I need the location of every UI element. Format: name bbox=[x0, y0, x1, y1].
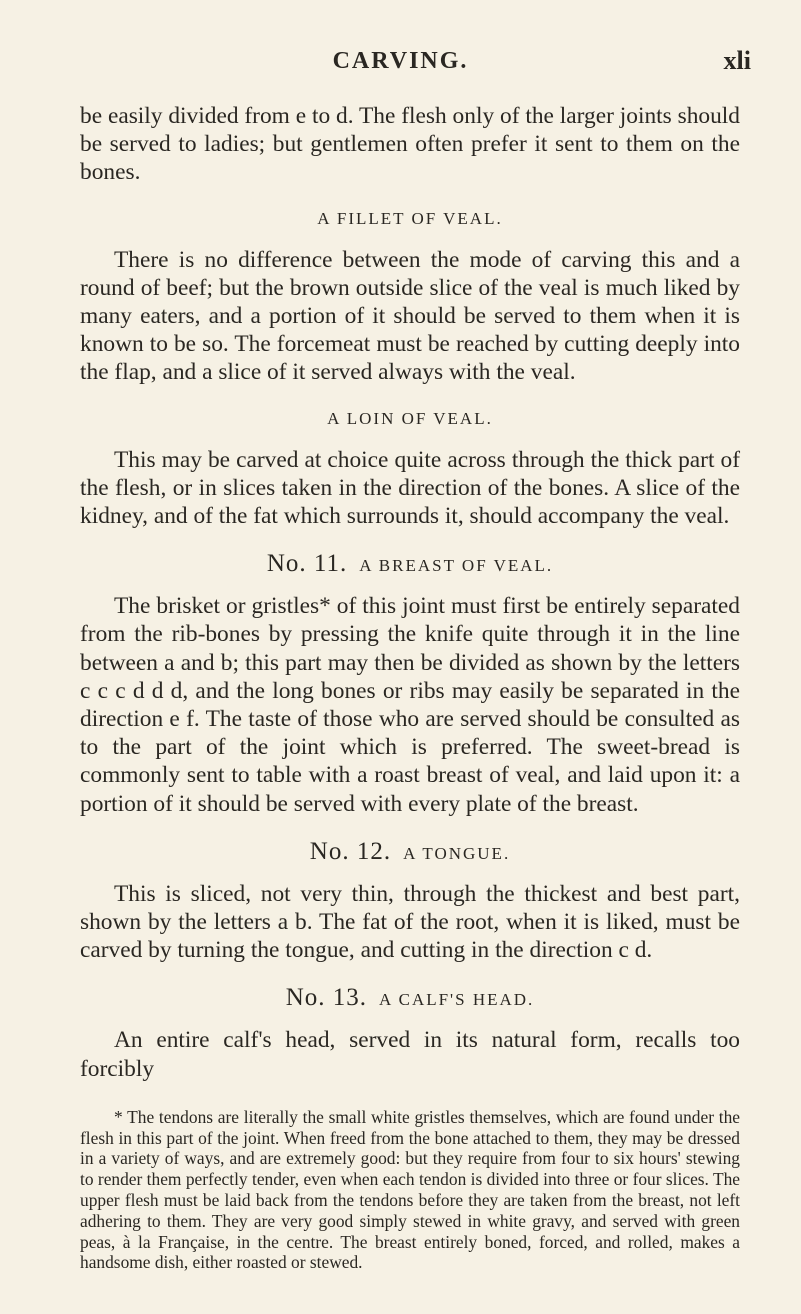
paragraph-intro: be easily divided from e to d. The flesh only of the larger joints should be served to ladies; but gentlemen often prefer it sent to them on the bones. bbox=[80, 103, 740, 186]
heading-title: A CALF'S HEAD. bbox=[379, 990, 535, 1010]
page-body bbox=[80, 102, 740, 1273]
heading-number: No. 13. bbox=[285, 984, 368, 1012]
heading-loin-of-veal: A LOIN OF VEAL. bbox=[327, 408, 493, 428]
paragraph-calfs-head: An entire calf's head, served in its natural form, recalls too forcibly bbox=[80, 1027, 740, 1082]
heading-tongue bbox=[80, 838, 740, 866]
paragraph-fillet: There is no difference between the mode of carving this and a round of beef; but the brown outside slice of the veal is much liked by many eaters, and a portion of it should be served to them when it is known to be so. The forcemeat must be reached by cutting deeply into the flap, and a slice of it served always with the veal. bbox=[80, 246, 740, 386]
heading-title: A TONGUE. bbox=[403, 843, 511, 863]
heading-fillet-of-veal: A FILLET OF VEAL. bbox=[317, 208, 503, 228]
paragraph-loin: This may be carved at choice quite across through the thick part of the flesh, or in slices taken in the direction of the bones. A slice of the kidney, and of the fat which surrounds it, should accompany the veal. bbox=[80, 446, 740, 530]
heading-title: A BREAST OF VEAL. bbox=[359, 556, 554, 576]
heading-number: No. 11. bbox=[266, 550, 348, 578]
footnote: * The tendons are literally the small white gristles themselves, which are found under the flesh in this part of the joint. When freed from the bone attached to them, they may be dressed in a variety of ways, and are extremely good: but they require from four to six hours' stewing to render them perfectly tender, even when each tendon is divided into three or four slices. The upper flesh must be laid back from the tendons before they are taken from the breast, not left adhering to them. They are very good simply stewed in white gravy, and served with green peas, à la Française, in the centre. The breast entirely boned, forced, and rolled, makes a handsome dish, either roasted or stewed. bbox=[80, 1106, 740, 1273]
running-head bbox=[0, 42, 801, 82]
page-number: xli bbox=[723, 46, 751, 75]
paragraph-breast: The brisket or gristles* of this joint must first be entirely separated from the rib-bones by pressing the knife quite through it in the line between a and b; this part may then be divided as shown by the letters c c c d d d, and the long bones or ribs may easily be separated in the direction e f. The taste of those who are served should be consulted as to the part of the joint which is preferred. The sweet-bread is commonly sent to table with a roast breast of veal, and laid upon it: a portion of it should be served with every plate of the breast. bbox=[80, 593, 740, 817]
heading-calfs-head bbox=[80, 984, 740, 1012]
running-head-title: CARVING. bbox=[332, 48, 469, 74]
heading-breast-of-veal bbox=[80, 550, 740, 578]
paragraph-tongue: This is sliced, not very thin, through the thickest and best part, shown by the letters a b. The fat of the root, when it is liked, must be carved by turning the tongue, and cutting in the direction c d. bbox=[80, 880, 740, 964]
heading-number: No. 12. bbox=[309, 837, 392, 865]
